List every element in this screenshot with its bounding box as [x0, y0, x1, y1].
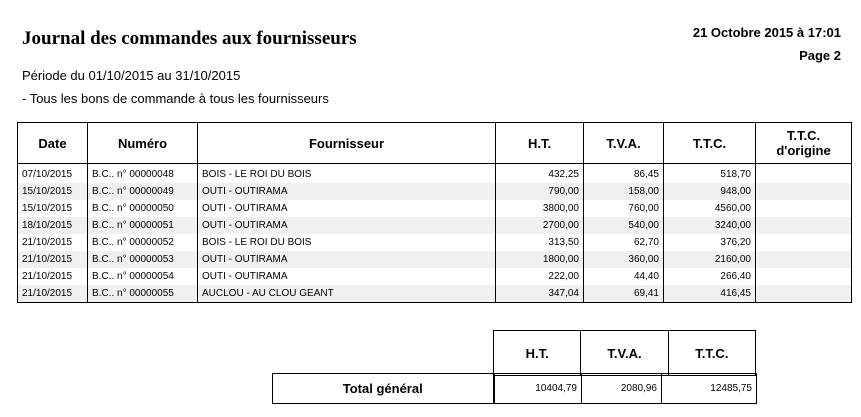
col-header-tva: T.V.A. [584, 123, 664, 164]
table-row [18, 268, 852, 285]
cell-tva: 158,00 [584, 183, 664, 200]
col-header-fournisseur: Fournisseur [198, 123, 496, 164]
cell-tva: 44,40 [584, 268, 664, 285]
totals-header-tva: T.V.A. [581, 331, 668, 376]
col-header-ttc-origine-line2: d'origine [776, 143, 831, 158]
table-row [18, 285, 852, 303]
cell-numero: B.C.. n° 00000050 [88, 200, 198, 217]
cell-ttc-origine [756, 200, 852, 217]
cell-ht: 1800,00 [496, 251, 584, 268]
report-datetime: 21 Octobre 2015 à 17:01 [692, 25, 841, 40]
table-row [18, 164, 852, 184]
cell-numero: B.C.. n° 00000048 [88, 164, 198, 184]
cell-numero: B.C.. n° 00000055 [88, 285, 198, 303]
cell-ttc-origine [756, 183, 852, 200]
table-row [18, 200, 852, 217]
cell-fournisseur: AUCLOU - AU CLOU GEANT [198, 285, 496, 303]
cell-ttc: 266,40 [664, 268, 756, 285]
totals-header-ht: H.T. [494, 331, 581, 376]
report-title: Journal des commandes aux fournisseurs [22, 28, 357, 49]
table-row [18, 183, 852, 200]
cell-ttc-origine [756, 217, 852, 234]
cell-fournisseur: OUTI - OUTIRAMA [198, 200, 496, 217]
cell-date: 21/10/2015 [18, 251, 88, 268]
col-header-ttc-origine [756, 123, 852, 164]
cell-date: 15/10/2015 [18, 200, 88, 217]
orders-table [17, 122, 852, 303]
page-number: Page 2 [799, 48, 841, 63]
cell-tva: 760,00 [584, 200, 664, 217]
cell-date: 21/10/2015 [18, 285, 88, 303]
cell-ttc: 4560,00 [664, 200, 756, 217]
cell-ttc: 3240,00 [664, 217, 756, 234]
cell-numero: B.C.. n° 00000054 [88, 268, 198, 285]
total-ttc-value: 12485,75 [662, 374, 757, 404]
cell-ttc: 376,20 [664, 234, 756, 251]
cell-ht: 313,50 [496, 234, 584, 251]
report-filter: - Tous les bons de commande à tous les fournisseurs [22, 91, 329, 106]
cell-date: 21/10/2015 [18, 234, 88, 251]
cell-date: 18/10/2015 [18, 217, 88, 234]
cell-ht: 432,25 [496, 164, 584, 184]
col-header-ttc-origine-line1: T.T.C. [786, 128, 821, 143]
cell-ttc-origine [756, 164, 852, 184]
total-tva-value: 2080,96 [582, 374, 662, 404]
cell-ttc: 948,00 [664, 183, 756, 200]
cell-ttc-origine [756, 285, 852, 303]
cell-numero: B.C.. n° 00000052 [88, 234, 198, 251]
total-general-label: Total général [273, 374, 494, 404]
cell-ttc: 416,45 [664, 285, 756, 303]
cell-ttc: 2160,00 [664, 251, 756, 268]
cell-numero: B.C.. n° 00000049 [88, 183, 198, 200]
cell-numero: B.C.. n° 00000051 [88, 217, 198, 234]
total-ht-value: 10404,79 [494, 374, 582, 404]
cell-tva: 540,00 [584, 217, 664, 234]
cell-tva: 360,00 [584, 251, 664, 268]
cell-tva: 69,41 [584, 285, 664, 303]
report-period: Période du 01/10/2015 au 31/10/2015 [22, 68, 241, 83]
cell-ttc-origine [756, 268, 852, 285]
cell-fournisseur: OUTI - OUTIRAMA [198, 183, 496, 200]
col-header-ht: H.T. [496, 123, 584, 164]
cell-fournisseur: OUTI - OUTIRAMA [198, 251, 496, 268]
cell-ht: 2700,00 [496, 217, 584, 234]
cell-date: 21/10/2015 [18, 268, 88, 285]
col-header-date: Date [18, 123, 88, 164]
cell-fournisseur: BOIS - LE ROI DU BOIS [198, 234, 496, 251]
cell-ttc: 518,70 [664, 164, 756, 184]
cell-date: 15/10/2015 [18, 183, 88, 200]
table-row [18, 251, 852, 268]
cell-ht: 3800,00 [496, 200, 584, 217]
cell-tva: 86,45 [584, 164, 664, 184]
table-row [18, 217, 852, 234]
cell-date: 07/10/2015 [18, 164, 88, 184]
table-row [18, 234, 852, 251]
cell-ht: 222,00 [496, 268, 584, 285]
orders-table-header [18, 123, 852, 164]
cell-fournisseur: OUTI - OUTIRAMA [198, 268, 496, 285]
col-header-ttc: T.T.C. [664, 123, 756, 164]
cell-fournisseur: OUTI - OUTIRAMA [198, 217, 496, 234]
cell-tva: 62,70 [584, 234, 664, 251]
totals-table [272, 373, 757, 404]
cell-numero: B.C.. n° 00000053 [88, 251, 198, 268]
cell-ttc-origine [756, 251, 852, 268]
cell-ht: 790,00 [496, 183, 584, 200]
col-header-numero: Numéro [88, 123, 198, 164]
cell-ht: 347,04 [496, 285, 584, 303]
cell-ttc-origine [756, 234, 852, 251]
cell-fournisseur: BOIS - LE ROI DU BOIS [198, 164, 496, 184]
totals-header-table [493, 330, 756, 376]
totals-header-ttc: T.T.C. [668, 331, 755, 376]
